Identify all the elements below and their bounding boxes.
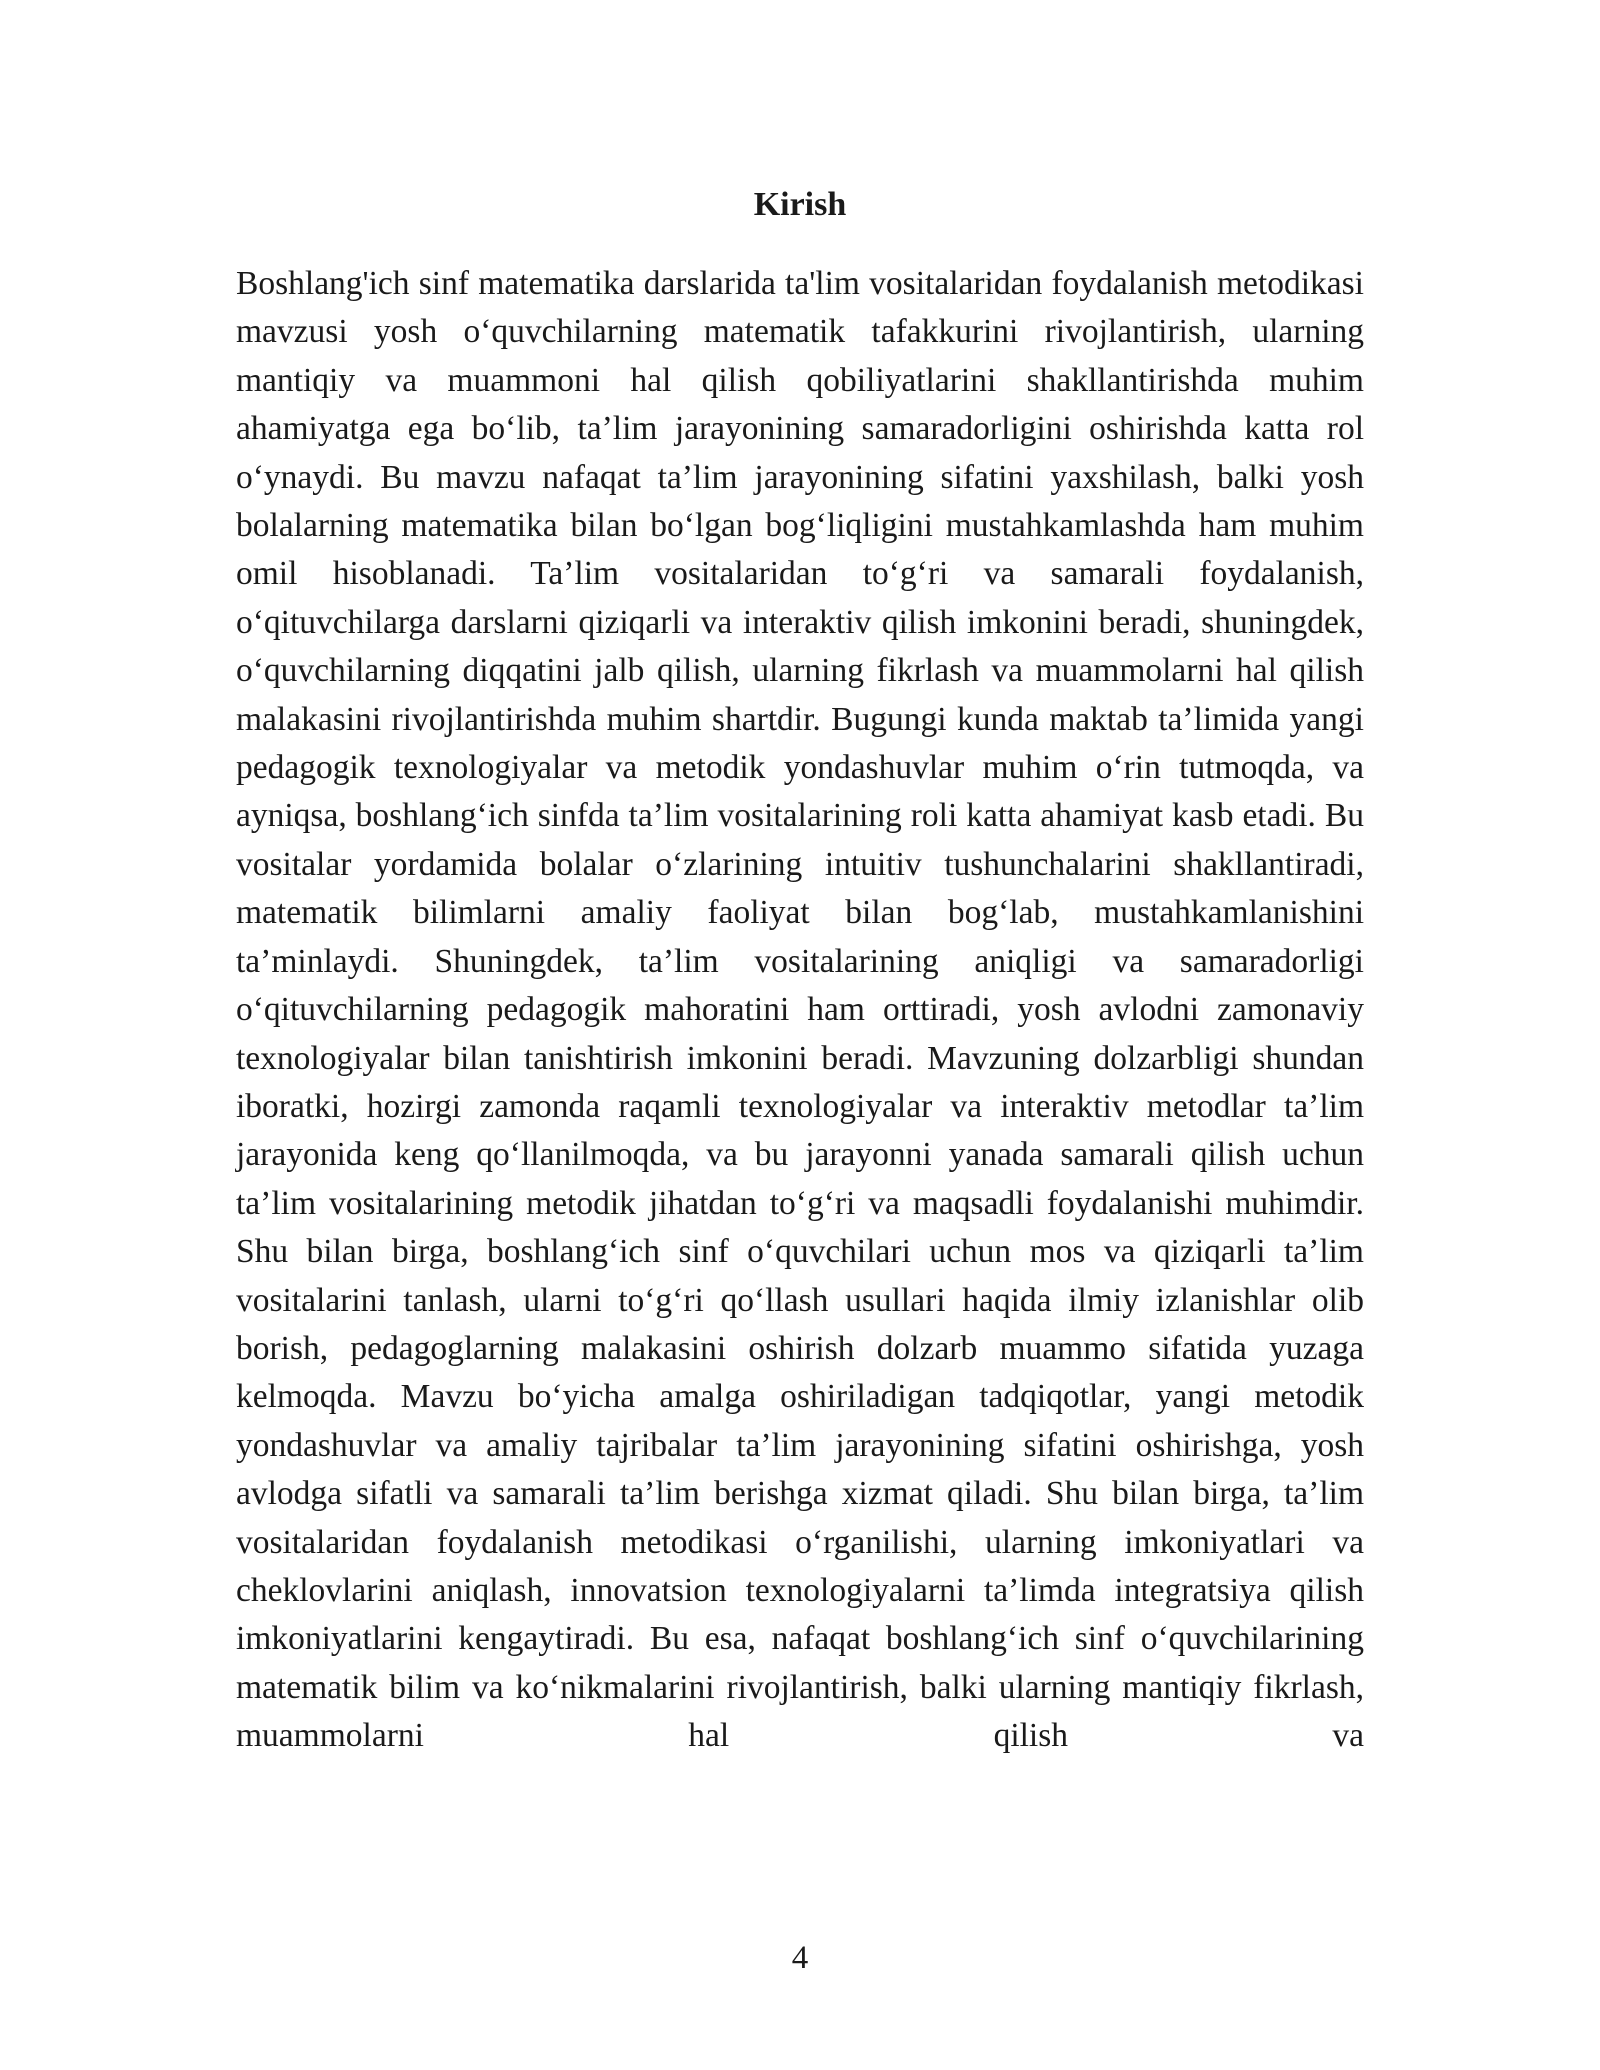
- body-paragraph: Boshlang'ich sinf matematika darslarida ta'lim vositalaridan foydalanish metodikasi mavzusi yosh o‘quvchilarning matematik tafakkurini rivojlantirish, ularning mantiqiy va muammoni hal qilish qobiliyatlarini shakllantirishda muhim ahamiyatga ega bo‘lib, ta’lim jarayonining samaradorligini oshirishda katta rol o‘ynaydi. Bu mavzu nafaqat ta’lim jarayonining sifatini yaxshilash, balki yosh bolalarning matematika bilan bo‘lgan bog‘liqligini mustahkamlashda ham muhim omil hisoblanadi. Ta’lim vositalaridan to‘g‘ri va samarali foydalanish, o‘qituvchilarga darslarni qiziqarli va interaktiv qilish imkonini beradi, shuningdek, o‘quvchilarning diqqatini jalb qilish, ularning fikrlash va muammolarni hal qilish malakasini rivojlantirishda muhim shartdir. Bugungi kunda maktab ta’limida yangi pedagogik texnologiyalar va metodik yondashuvlar muhim o‘rin tutmoqda, va ayniqsa, boshlang‘ich sinfda ta’lim vositalarining roli katta ahamiyat kasb etadi. Bu vositalar yordamida bolalar o‘zlarining intuitiv tushunchalarini shakllantiradi, matematik bilimlarni amaliy faoliyat bilan bog‘lab, mustahkamlanishini ta’minlaydi. Shuningdek, ta’lim vositalarining aniqligi va samaradorligi o‘qituvchilarning pedagogik mahoratini ham orttiradi, yosh avlodni zamonaviy texnologiyalar bilan tanishtirish imkonini beradi. Mavzuning dolzarbligi shundan iboratki, hozirgi zamonda raqamli texnologiyalar va interaktiv metodlar ta’lim jarayonida keng qo‘llanilmoqda, va bu jarayonni yanada samarali qilish uchun ta’lim vositalarining metodik jihatdan to‘g‘ri va maqsadli foydalanishi muhimdir. Shu bilan birga, boshlang‘ich sinf o‘quvchilari uchun mos va qiziqarli ta’lim vositalarini tanlash, ularni to‘g‘ri qo‘llash usullari haqida ilmiy izlanishlar olib borish, pedagoglarning malakasini oshirish dolzarb muammo sifatida yuzaga kelmoqda. Mavzu bo‘yicha amalga oshiriladigan tadqiqotlar, yangi metodik yondashuvlar va amaliy tajribalar ta’lim jarayonining sifatini oshirishga, yosh avlodga sifatli va samarali ta’lim berishga xizmat qiladi. Shu bilan birga, ta’lim vositalaridan foydalanish metodikasi o‘rganilishi, ularning imkoniyatlari va cheklovlarini aniqlash, innovatsion texnologiyalarni ta’limda integratsiya qilish imkoniyatlarini kengaytiradi. Bu esa, nafaqat boshlang‘ich sinf o‘quvchilarining matematik bilim va ko‘nikmalarini rivojlantirish, balki ularning mantiqiy fikrlash, muammolarni hal qilish va: [236, 265, 1364, 1755]
- page-heading: Kirish: [753, 186, 847, 223]
- page-number: 4: [791, 1940, 809, 1976]
